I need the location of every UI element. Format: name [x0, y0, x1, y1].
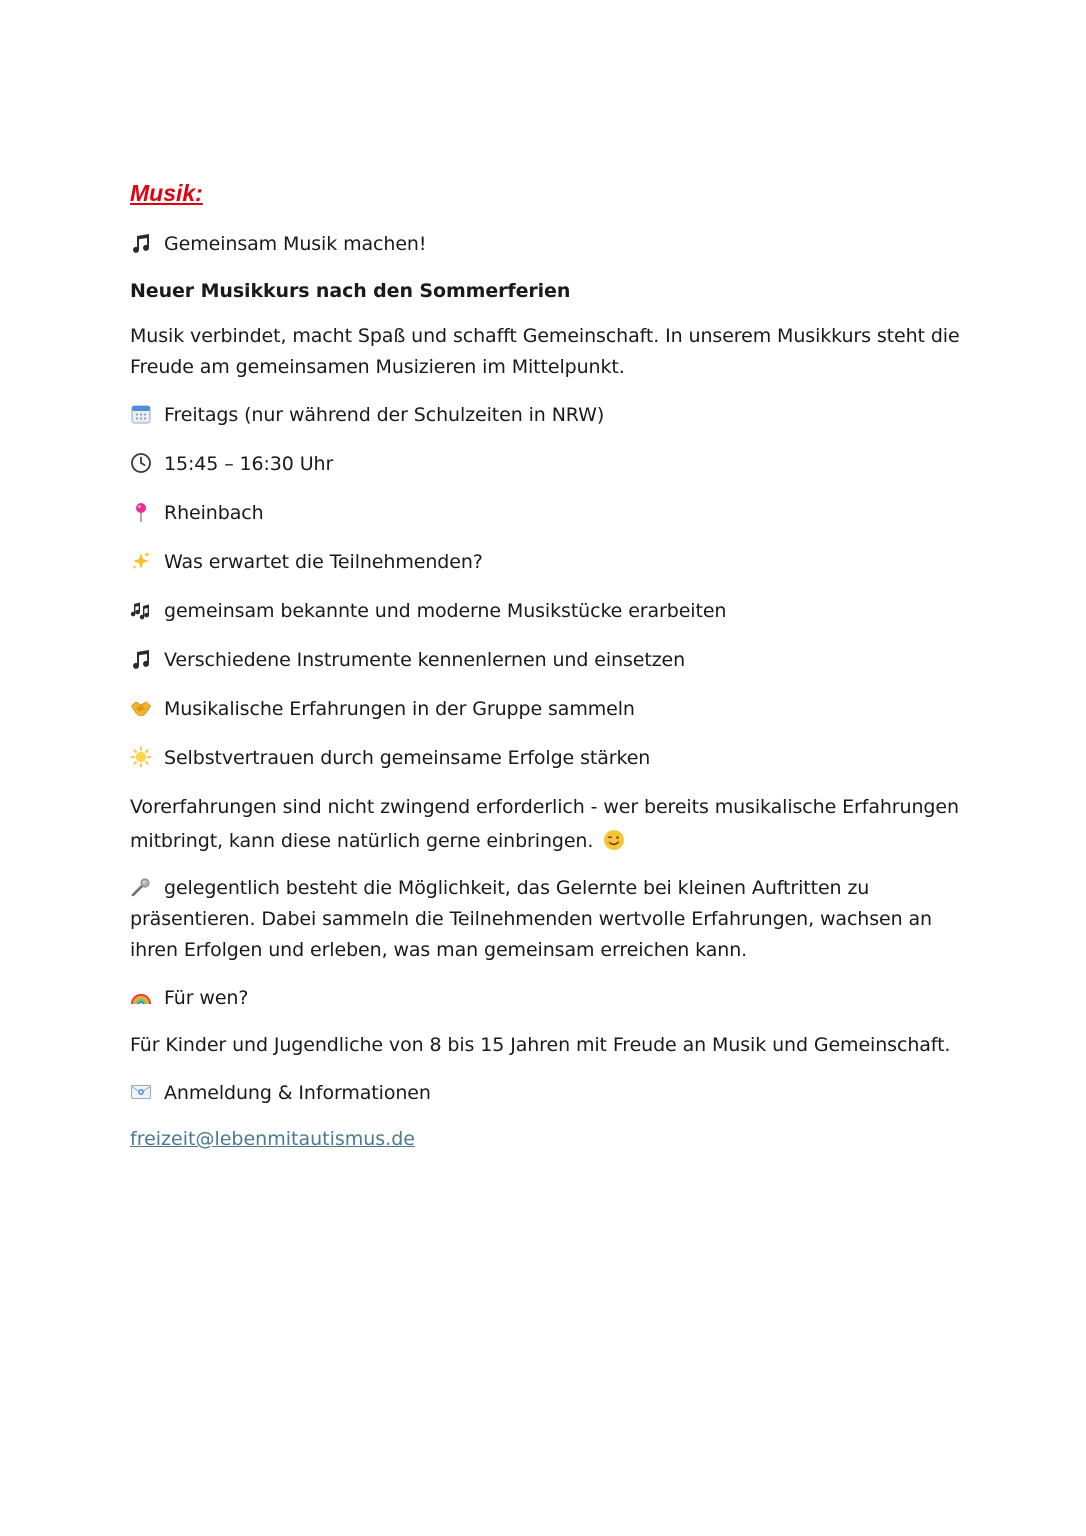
musical-notes-icon: [130, 599, 152, 621]
expect-item-text: Verschiedene Instrumente kennenlernen und einsetzen: [164, 649, 686, 671]
expect-item: [130, 596, 726, 627]
contact-heading-text: Anmeldung & Informationen: [164, 1082, 431, 1104]
detail-location: [130, 498, 264, 529]
expect-item-text: Selbstvertrauen durch gemeinsame Erfolge stärken: [164, 747, 651, 769]
envelope-icon: [130, 1081, 152, 1103]
contact-email-link[interactable]: freizeit@lebenmitautismus.de: [130, 1128, 415, 1150]
audience-heading: [130, 983, 248, 1014]
intro-line: [130, 229, 426, 260]
sparkles-icon: [130, 550, 152, 572]
detail-time: [130, 449, 333, 480]
rainbow-icon: [130, 986, 152, 1008]
clock-icon: [130, 452, 152, 474]
pin-icon: [130, 501, 152, 523]
audience-heading-text: Für wen?: [164, 987, 249, 1009]
sun-icon: [130, 746, 152, 768]
detail-day-text: Freitags (nur während der Schulzeiten in NRW): [164, 404, 605, 426]
musical-note-icon: [130, 648, 152, 670]
winking-face-icon: [603, 829, 625, 851]
expect-item-text: Musikalische Erfahrungen in der Gruppe sammeln: [164, 698, 635, 720]
performance-note-text: gelegentlich besteht die Möglichkeit, das Gelernte bei kleinen Auftritten zu präsentieren. Dabei sammeln die Teilnehmenden wertvolle Erfahrungen, wachsen an ihren Erfolgen und erleben, was man gemeinsam erreichen kann.: [130, 877, 932, 961]
expect-item: [130, 694, 635, 725]
audience-text: Für Kinder und Jugendliche von 8 bis 15 Jahren mit Freude an Musik und Gemeinschaft.: [130, 1034, 951, 1056]
experience-note-text: Vorerfahrungen sind nicht zwingend erforderlich - wer bereits musikalische Erfahrungen mitbringt, kann diese natürlich gerne einbringen.: [130, 796, 959, 852]
expect-heading: [130, 547, 483, 578]
contact-heading: [130, 1078, 431, 1109]
detail-time-text: 15:45 – 16:30 Uhr: [164, 453, 334, 475]
detail-day: [130, 400, 604, 431]
expect-item-text: gemeinsam bekannte und moderne Musikstücke erarbeiten: [164, 600, 727, 622]
calendar-icon: [130, 403, 152, 425]
section-heading: Musik:: [130, 180, 203, 206]
expect-item: [130, 743, 650, 774]
course-description: Musik verbindet, macht Spaß und schafft Gemeinschaft. In unserem Musikkurs steht die Freude am gemeinsamen Musizieren im Mittelpunkt.: [130, 325, 960, 378]
experience-note: [130, 790, 970, 858]
intro-text: Gemeinsam Musik machen!: [164, 233, 427, 255]
detail-location-text: Rheinbach: [164, 502, 264, 524]
handshake-icon: [130, 697, 152, 719]
expect-item: [130, 645, 685, 676]
course-subtitle: Neuer Musikkurs nach den Sommerferien: [130, 280, 571, 302]
expect-heading-text: Was erwartet die Teilnehmenden?: [164, 551, 483, 573]
musical-note-icon: [130, 232, 152, 254]
performance-note: [130, 873, 970, 966]
microphone-icon: [130, 876, 152, 898]
